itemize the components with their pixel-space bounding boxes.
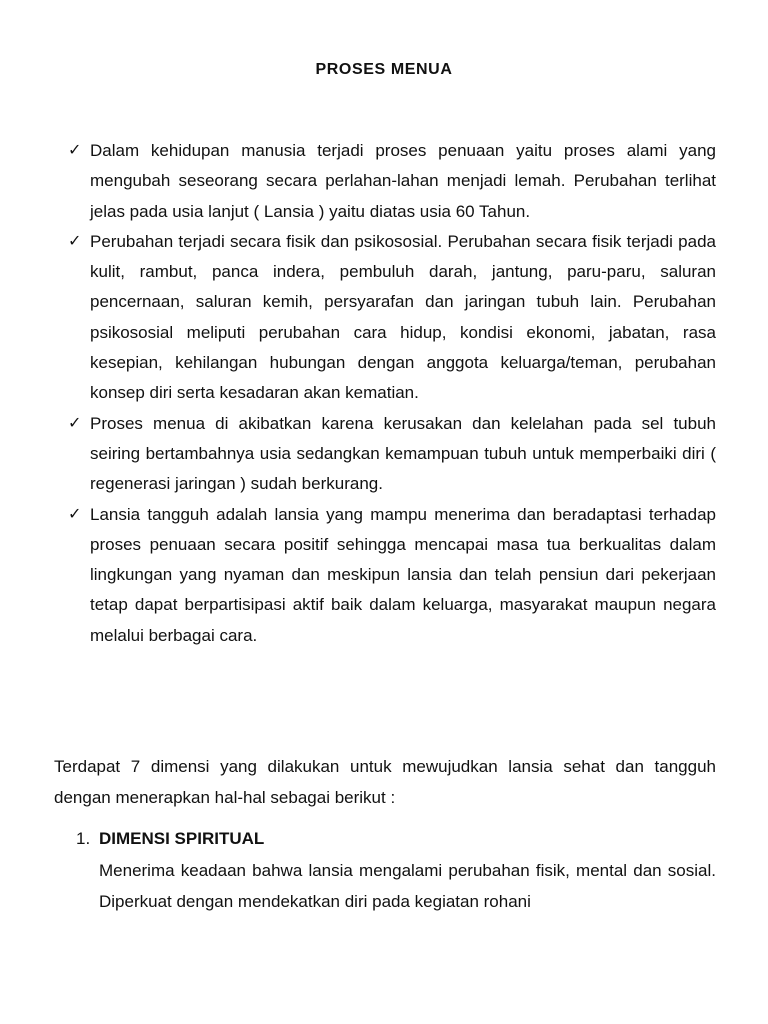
checklist-item-text: Perubahan terjadi secara fisik dan psikososial. Perubahan secara fisik terjadi pada kulit, rambut, panca indera, pembuluh darah, jantung, paru-paru, saluran pencernaan, saluran kemih, persyarafan dan jaringan tubuh lain. Perubahan psikososial meliputi perubahan cara hidup, kondisi ekonomi, jabatan, rasa kesepian, kehilangan hubungan dengan anggota keluarga/teman, perubahan konsep diri serta kesadaran akan kematian. bbox=[90, 231, 716, 403]
checklist-item bbox=[66, 227, 716, 409]
checklist bbox=[66, 136, 716, 651]
checklist-item-text: Lansia tangguh adalah lansia yang mampu menerima dan beradaptasi terhadap proses penuaan secara positif sehingga mencapai masa tua berkualitas dalam lingkungan yang nyaman dan meskipun lansia dan telah pensiun dari pekerjaan tetap dapat berpartisipasi aktif baik dalam keluarga, masyarakat maupun negara melalui berbagai cara. bbox=[90, 504, 716, 645]
checkmark-icon: ✓ bbox=[68, 505, 82, 523]
dimension-heading: DIMENSI SPIRITUAL bbox=[99, 829, 265, 848]
page-title: PROSES MENUA bbox=[315, 61, 453, 78]
checkmark-icon: ✓ bbox=[68, 232, 82, 250]
checklist-item bbox=[66, 500, 716, 651]
checklist-item bbox=[66, 136, 716, 227]
dimension-body: Menerima keadaan bahwa lansia mengalami perubahan fisik, mental dan sosial. Diperkuat dengan mendekatkan diri pada kegiatan rohani bbox=[99, 861, 716, 911]
dimension-list bbox=[74, 824, 716, 917]
dimension-item bbox=[74, 824, 716, 917]
checkmark-icon: ✓ bbox=[68, 142, 82, 159]
checklist-item bbox=[66, 409, 716, 500]
checklist-item-text: Proses menua di akibatkan karena kerusakan dan kelelahan pada sel tubuh seiring bertambahnya usia sedangkan kemampuan tubuh untuk memperbaiki diri ( regenerasi jaringan ) sudah berkurang. bbox=[90, 413, 716, 494]
list-number: 1. bbox=[76, 829, 91, 848]
checklist-item-text: Dalam kehidupan manusia terjadi proses penuaan yaitu proses alami yang mengubah seseorang secara perlahan-lahan menjadi lemah. Perubahan terlihat jelas pada usia lanjut ( Lansia ) yaitu diatas usia 60 Tahun. bbox=[90, 141, 716, 221]
checkmark-icon: ✓ bbox=[68, 414, 82, 432]
intro-paragraph: Terdapat 7 dimensi yang dilakukan untuk mewujudkan lansia sehat dan tangguh dengan menerapkan hal-hal sebagai berikut : bbox=[54, 757, 716, 807]
